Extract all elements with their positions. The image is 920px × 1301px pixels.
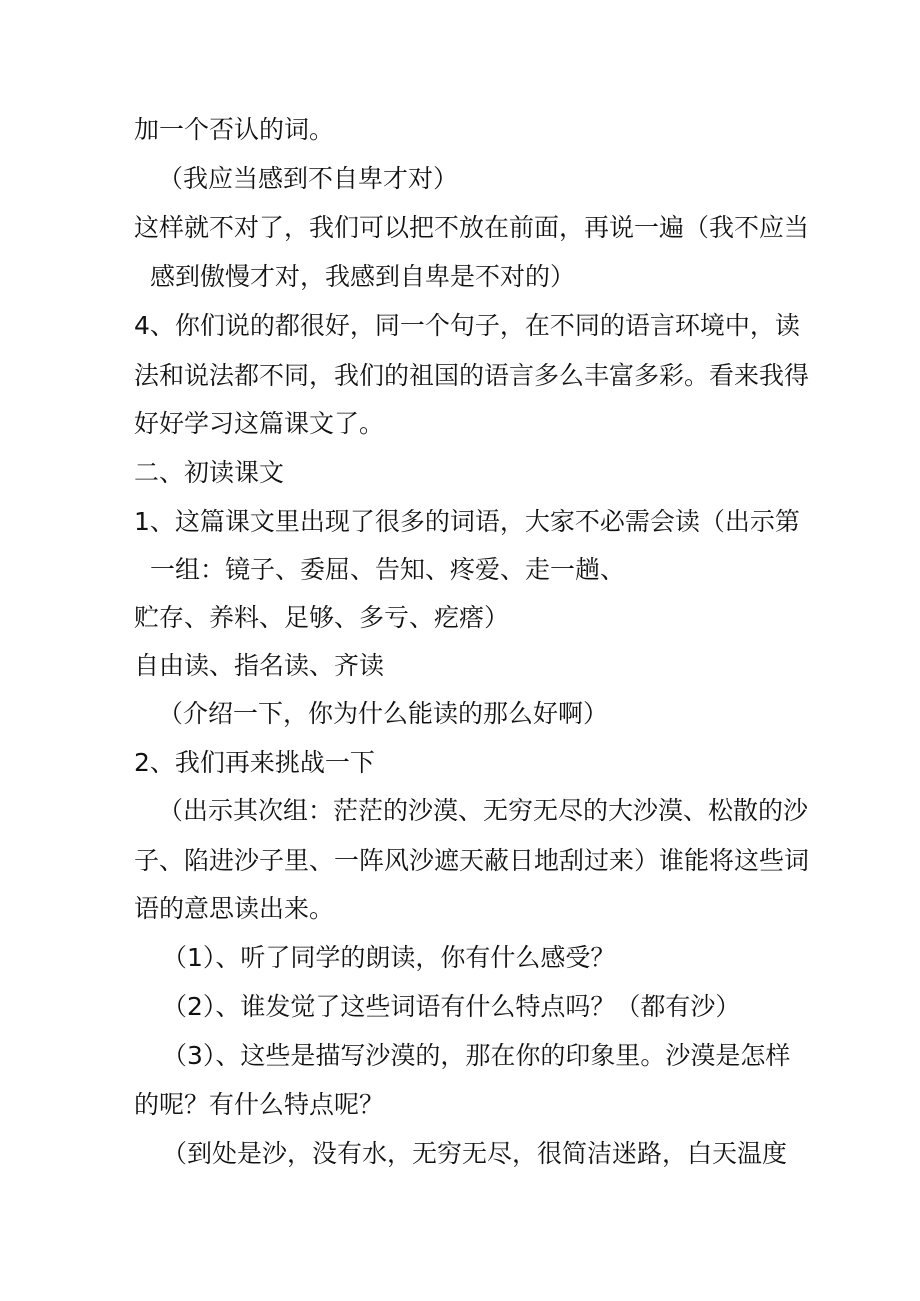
- text-line: 自由读、指名读、齐读: [134, 651, 385, 680]
- text-line: 语的意思读出来。: [134, 894, 335, 923]
- text-line: 1、这篇课文里出现了很多的词语，大家不必需会读（出示第: [134, 507, 800, 536]
- text-line: 4、你们说的都很好，同一个句子，在不同的语言环境中，读: [134, 311, 800, 340]
- text-line: 子、陷进沙子里、一阵风沙遮天蔽日地刮过来）谁能将这些词: [134, 846, 810, 875]
- text-line: 贮存、养料、足够、多亏、疙瘩）: [134, 603, 510, 632]
- text-line: （出示其次组：茫茫的沙漠、无穷无尽的大沙漠、松散的沙: [158, 796, 809, 825]
- text-line: （到处是沙，没有水，无穷无尽，很简洁迷路，白天温度: [162, 1139, 788, 1168]
- text-line: （3）、这些是描写沙漠的，那在你的印象里。沙漠是怎样: [162, 1041, 791, 1070]
- text-line: 2、我们再来挑战一下: [134, 748, 375, 777]
- text-line: 法和说法都不同，我们的祖国的语言多么丰富多彩。看来我得: [134, 361, 810, 390]
- text-line: （我应当感到不自卑才对）: [158, 164, 459, 193]
- text-line: （1）、听了同学的朗读，你有什么感受？: [162, 943, 616, 972]
- text-line: 感到傲慢才对，我感到自卑是不对的）: [150, 262, 576, 291]
- text-line: 一组：镜子、委屈、告知、疼爱、走一趟、: [150, 555, 626, 584]
- text-line: （介绍一下，你为什么能读的那么好啊）: [158, 699, 609, 728]
- text-line: 好好学习这篇课文了。: [134, 409, 385, 438]
- text-line: 这样就不对了，我们可以把不放在前面，再说一遍（我不应当: [134, 213, 810, 242]
- text-line: 加一个否认的词。: [134, 115, 335, 144]
- section-heading: 二、初读课文: [134, 458, 285, 487]
- text-line: 的呢？有什么特点呢？: [134, 1090, 385, 1119]
- text-line: （2）、谁发觉了这些词语有什么特点吗？（都有沙）: [162, 992, 741, 1021]
